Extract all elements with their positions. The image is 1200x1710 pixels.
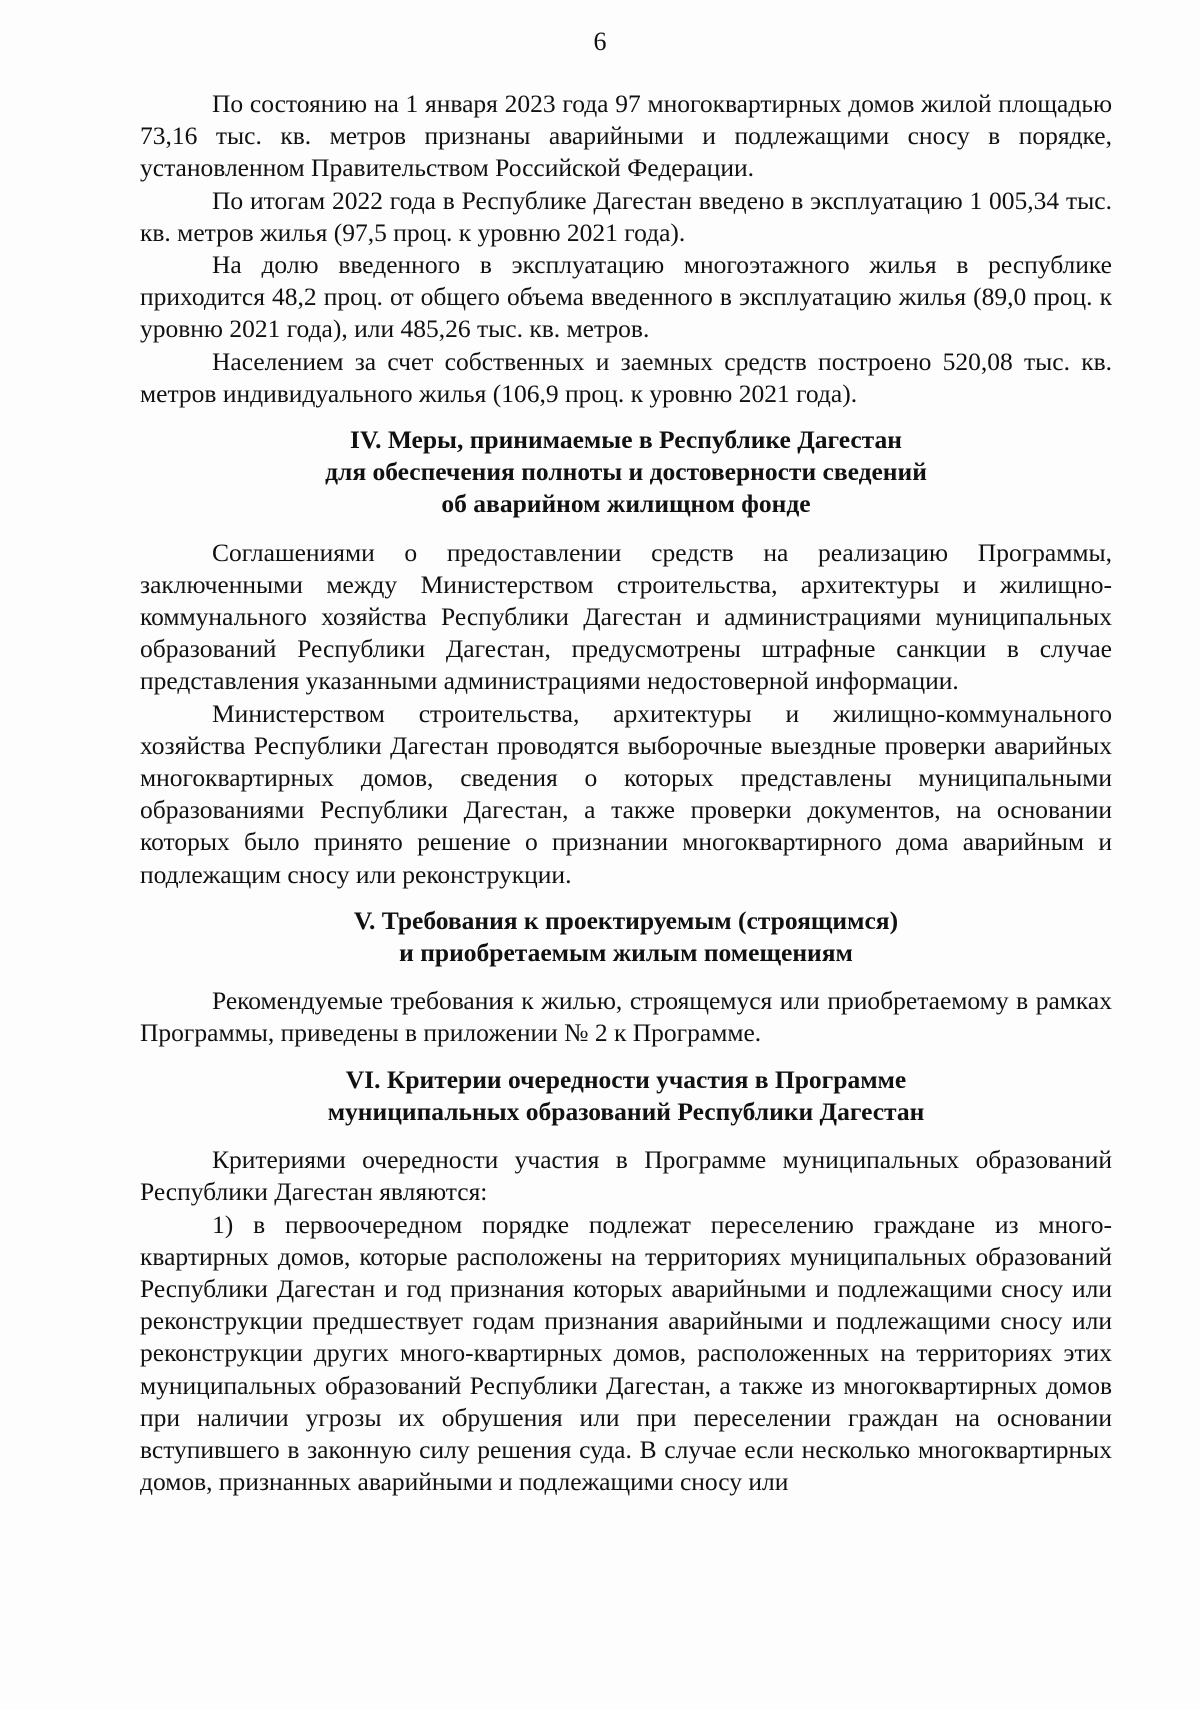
section-5-heading-line: и приобретаемым жилым помещениям <box>399 938 853 968</box>
section-5-heading <box>140 905 1112 969</box>
section-4-heading-line: об аварийном жилищном фонде <box>441 489 811 519</box>
section-6-heading-line: муниципальных образований Республики Дагестан <box>327 1096 925 1126</box>
paragraph-individual-housing: Населением за счет собственных и заемных средств построено 520,08 тыс. кв. метров индивидуального жилья (106,9 проц. к уровню 2021 года). <box>140 346 1112 408</box>
section-4-heading-line: IV. Меры, принимаемые в Республике Дагестан <box>350 425 902 455</box>
section-4-paragraph: Соглашениями о предоставлении средств на реализацию Программы, заключенными между Министерством строительства, архитектуры и жилищно-коммунального хозяйства Республики Дагестан и администрациями муниципальных образований Республики Дагестан, предусмотрены штрафные санкции в случае представления указанными администрациями недостоверной информации. <box>140 537 1112 696</box>
section-6-heading-line: VI. Критерии очередности участия в Программе <box>345 1064 907 1094</box>
section-5-heading-line: V. Требования к проектируемым (строящимся) <box>353 905 899 935</box>
page-number: 6 <box>593 27 607 56</box>
section-4-paragraph: Министерством строительства, архитектуры и жилищно-коммунального хозяйства Республики Дагестан проводятся выборочные выездные проверки аварийных многоквартирных домов, сведения о которых представлены муниципальными образованиями Республики Дагестан, а также проверки документов, на основании которых было принято решение о признании многоквартирного дома аварийным и подлежащим сносу или реконструкции. <box>140 698 1112 889</box>
section-6-paragraph: 1) в первоочередном порядке подлежат переселению граждане из много-квартирных домов, которые расположены на территориях муниципальных образований Республики Дагестан и год признания которых аварийными и подлежащими сносу или реконструкции предшествует годам признания аварийными и подлежащими сносу или реконструкции других много-квартирных домов, расположенных на территориях этих муниципальных образований Республики Дагестан, а также из многоквартирных домов при наличии угрозы их обрушения или при переселении граждан на основании вступившего в законную силу решения суда. В случае если несколько многоквартирных домов, признанных аварийными и подлежащими сносу или <box>140 1209 1112 1497</box>
paragraph-emergency-housing: По состоянию на 1 января 2023 года 97 многоквартирных домов жилой площадью 73,16 тыс. кв. метров признаны аварийными и подлежащими сносу в порядке, установленном Правительством Российской Федерации. <box>140 89 1112 183</box>
document-body <box>140 88 1112 1498</box>
section-4-heading <box>140 424 1112 521</box>
section-6-paragraph: Критериями очередности участия в Программе муниципальных образований Республики Дагестан являются: <box>140 1145 1112 1207</box>
section-6-heading <box>140 1064 1112 1128</box>
paragraph-housing-commissioned: По итогам 2022 года в Республике Дагестан введено в эксплуатацию 1 005,34 тыс. кв. метров жилья (97,5 проц. к уровню 2021 года). <box>140 185 1112 247</box>
section-4-heading-line: для обеспечения полноты и достоверности сведений <box>325 457 927 487</box>
paragraph-multistorey-share: На долю введенного в эксплуатацию многоэтажного жилья в республике приходится 48,2 проц. от общего объема введенного в эксплуатацию жилья (89,0 проц. к уровню 2021 года), или 485,26 тыс. кв. метров. <box>140 250 1112 344</box>
section-5-paragraph: Рекомендуемые требования к жилью, строящемуся или приобретаемому в рамках Программы, приведены в приложении № 2 к Программе. <box>140 986 1112 1048</box>
